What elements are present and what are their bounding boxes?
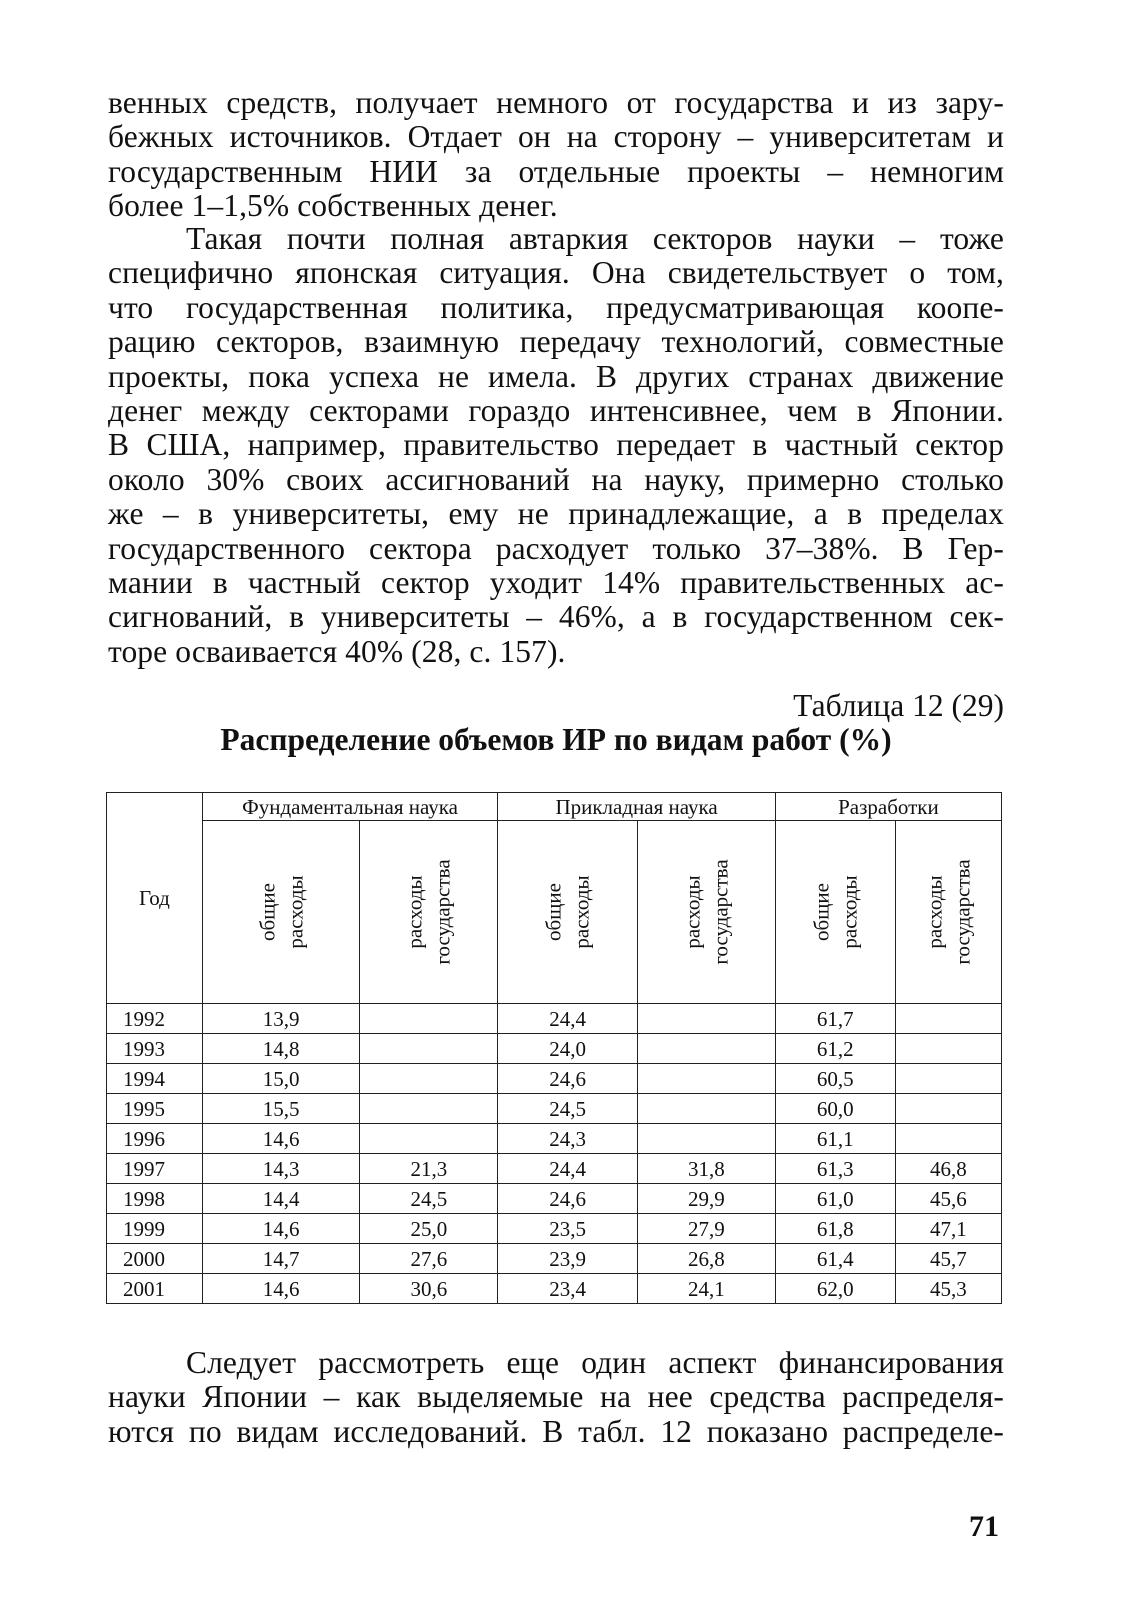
value-cell <box>360 1094 498 1124</box>
value-cell: 62,0 <box>775 1274 895 1304</box>
value-cell <box>895 1094 1001 1124</box>
value-cell: 15,5 <box>202 1094 360 1124</box>
year-cell: 2001 <box>107 1274 203 1304</box>
value-cell: 14,3 <box>202 1154 360 1184</box>
paragraph-3 <box>108 1346 1004 1449</box>
value-cell <box>638 1034 776 1064</box>
value-cell: 24,4 <box>498 1004 638 1034</box>
value-cell: 14,6 <box>202 1274 360 1304</box>
value-cell: 15,0 <box>202 1064 360 1094</box>
text-line: что государственная политика, предусматривающая коопе- <box>108 289 1004 325</box>
data-table <box>106 792 1002 1304</box>
text-line: В США, например, правительство передает в частный сектор <box>108 427 1004 463</box>
table-row <box>107 1184 1002 1214</box>
text-line: государственным НИИ за отдельные проекты – немногим <box>108 153 1004 189</box>
text-line: около 30% своих ассигнований на науку, примерно столько <box>108 461 1004 497</box>
year-cell: 2000 <box>107 1244 203 1274</box>
text-line: специфично японская ситуация. Она свидетельствует о том, <box>108 255 1004 291</box>
year-cell: 1996 <box>107 1124 203 1154</box>
value-cell <box>638 1064 776 1094</box>
table-row <box>107 1154 1002 1184</box>
table-row <box>107 1214 1002 1244</box>
year-cell: 1997 <box>107 1154 203 1184</box>
sub-header-row <box>107 821 1002 1004</box>
value-cell <box>638 1124 776 1154</box>
value-cell: 61,3 <box>775 1154 895 1184</box>
paragraph-1 <box>108 86 1004 224</box>
value-cell: 23,5 <box>498 1214 638 1244</box>
value-cell: 61,8 <box>775 1214 895 1244</box>
table-row <box>107 1004 1002 1034</box>
value-cell: 23,4 <box>498 1274 638 1304</box>
value-cell <box>360 1064 498 1094</box>
value-cell: 24,6 <box>498 1184 638 1214</box>
text-line: государственного сектора расходует только 37–38%. В Гер- <box>108 530 1004 566</box>
value-cell: 60,0 <box>775 1094 895 1124</box>
value-cell: 25,0 <box>360 1214 498 1244</box>
value-cell <box>360 1034 498 1064</box>
value-cell: 46,8 <box>895 1154 1001 1184</box>
text-line: денег между секторами гораздо интенсивнее, чем в Японии. <box>108 393 1004 429</box>
year-column-header: Год <box>107 793 203 1004</box>
text-line: рацию секторов, взаимную передачу технологий, совместные <box>108 324 1004 360</box>
page-number: 71 <box>969 1510 999 1543</box>
value-cell: 14,4 <box>202 1184 360 1214</box>
value-cell: 31,8 <box>638 1154 776 1184</box>
value-cell: 14,7 <box>202 1244 360 1274</box>
year-cell: 1994 <box>107 1064 203 1094</box>
value-cell: 61,4 <box>775 1244 895 1274</box>
text-line: торе осваивается 40% (28, с. 157). <box>108 633 566 669</box>
value-cell: 61,7 <box>775 1004 895 1034</box>
value-cell <box>895 1004 1001 1034</box>
value-cell: 24,1 <box>638 1274 776 1304</box>
group-header-row <box>107 793 1002 821</box>
value-cell: 14,6 <box>202 1124 360 1154</box>
text-line: Такая почти полная автаркия секторов науки – тоже <box>186 221 1004 256</box>
value-cell: 24,6 <box>498 1064 638 1094</box>
value-cell: 47,1 <box>895 1214 1001 1244</box>
value-cell: 24,5 <box>360 1184 498 1214</box>
table-row <box>107 1244 1002 1274</box>
value-cell: 24,4 <box>498 1154 638 1184</box>
value-cell: 61,1 <box>775 1124 895 1154</box>
group-header-development: Разработки <box>775 793 1001 821</box>
sub-header-gov: расходы государства <box>895 821 1001 1004</box>
text-line: венных средств, получает немного от государства и из зару- <box>108 85 1004 120</box>
value-cell <box>638 1004 776 1034</box>
year-cell: 1992 <box>107 1004 203 1034</box>
text-line: более 1–1,5% собственных денег. <box>108 188 558 224</box>
sub-header-gov: расходы государства <box>638 821 776 1004</box>
table-row <box>107 1034 1002 1064</box>
paragraph-2 <box>108 222 1004 669</box>
value-cell <box>360 1124 498 1154</box>
value-cell: 45,3 <box>895 1274 1001 1304</box>
group-header-fundamental: Фундаментальная наука <box>202 793 497 821</box>
value-cell: 24,0 <box>498 1034 638 1064</box>
year-cell: 1999 <box>107 1214 203 1244</box>
value-cell: 45,6 <box>895 1184 1001 1214</box>
sub-header-total: общие расходы <box>202 821 360 1004</box>
group-header-applied: Прикладная наука <box>498 793 776 821</box>
value-cell <box>895 1124 1001 1154</box>
sub-header-total: общие расходы <box>498 821 638 1004</box>
value-cell: 24,5 <box>498 1094 638 1124</box>
text-line: же – в университеты, ему не принадлежащие, а в пределах <box>108 496 1004 532</box>
table-label: Таблица 12 (29) <box>793 688 1004 723</box>
value-cell: 14,8 <box>202 1034 360 1064</box>
value-cell <box>638 1094 776 1124</box>
value-cell: 30,6 <box>360 1274 498 1304</box>
text-line: мании в частный сектор уходит 14% правительственных ас- <box>108 565 1004 601</box>
value-cell: 29,9 <box>638 1184 776 1214</box>
year-cell: 1993 <box>107 1034 203 1064</box>
value-cell: 60,5 <box>775 1064 895 1094</box>
table-row <box>107 1124 1002 1154</box>
text-line: Следует рассмотреть еще один аспект финансирования <box>186 1345 1004 1380</box>
text-line: проекты, пока успеха не имела. В других странах движение <box>108 358 1004 394</box>
value-cell <box>360 1004 498 1034</box>
table-row <box>107 1274 1002 1304</box>
value-cell <box>895 1034 1001 1064</box>
value-cell: 45,7 <box>895 1244 1001 1274</box>
value-cell: 23,9 <box>498 1244 638 1274</box>
value-cell: 14,6 <box>202 1214 360 1244</box>
year-cell: 1995 <box>107 1094 203 1124</box>
table-row <box>107 1094 1002 1124</box>
year-cell: 1998 <box>107 1184 203 1214</box>
table-row <box>107 1064 1002 1094</box>
value-cell: 27,6 <box>360 1244 498 1274</box>
text-line: ются по видам исследований. В табл. 12 показано распределе- <box>108 1413 1004 1449</box>
table-title: Распределение объемов ИР по видам работ (%) <box>220 722 892 757</box>
value-cell: 61,0 <box>775 1184 895 1214</box>
value-cell <box>895 1064 1001 1094</box>
sub-header-gov: расходы государства <box>360 821 498 1004</box>
sub-header-total: общие расходы <box>775 821 895 1004</box>
value-cell: 13,9 <box>202 1004 360 1034</box>
text-line: сигнований, в университеты – 46%, а в государственном сек- <box>108 599 1004 635</box>
text-line: науки Японии – как выделяемые на нее средства распределя- <box>108 1379 1004 1415</box>
value-cell: 21,3 <box>360 1154 498 1184</box>
text-line: бежных источников. Отдает он на сторону – университетам и <box>108 119 1004 155</box>
value-cell: 24,3 <box>498 1124 638 1154</box>
value-cell: 61,2 <box>775 1034 895 1064</box>
value-cell: 27,9 <box>638 1214 776 1244</box>
value-cell: 26,8 <box>638 1244 776 1274</box>
